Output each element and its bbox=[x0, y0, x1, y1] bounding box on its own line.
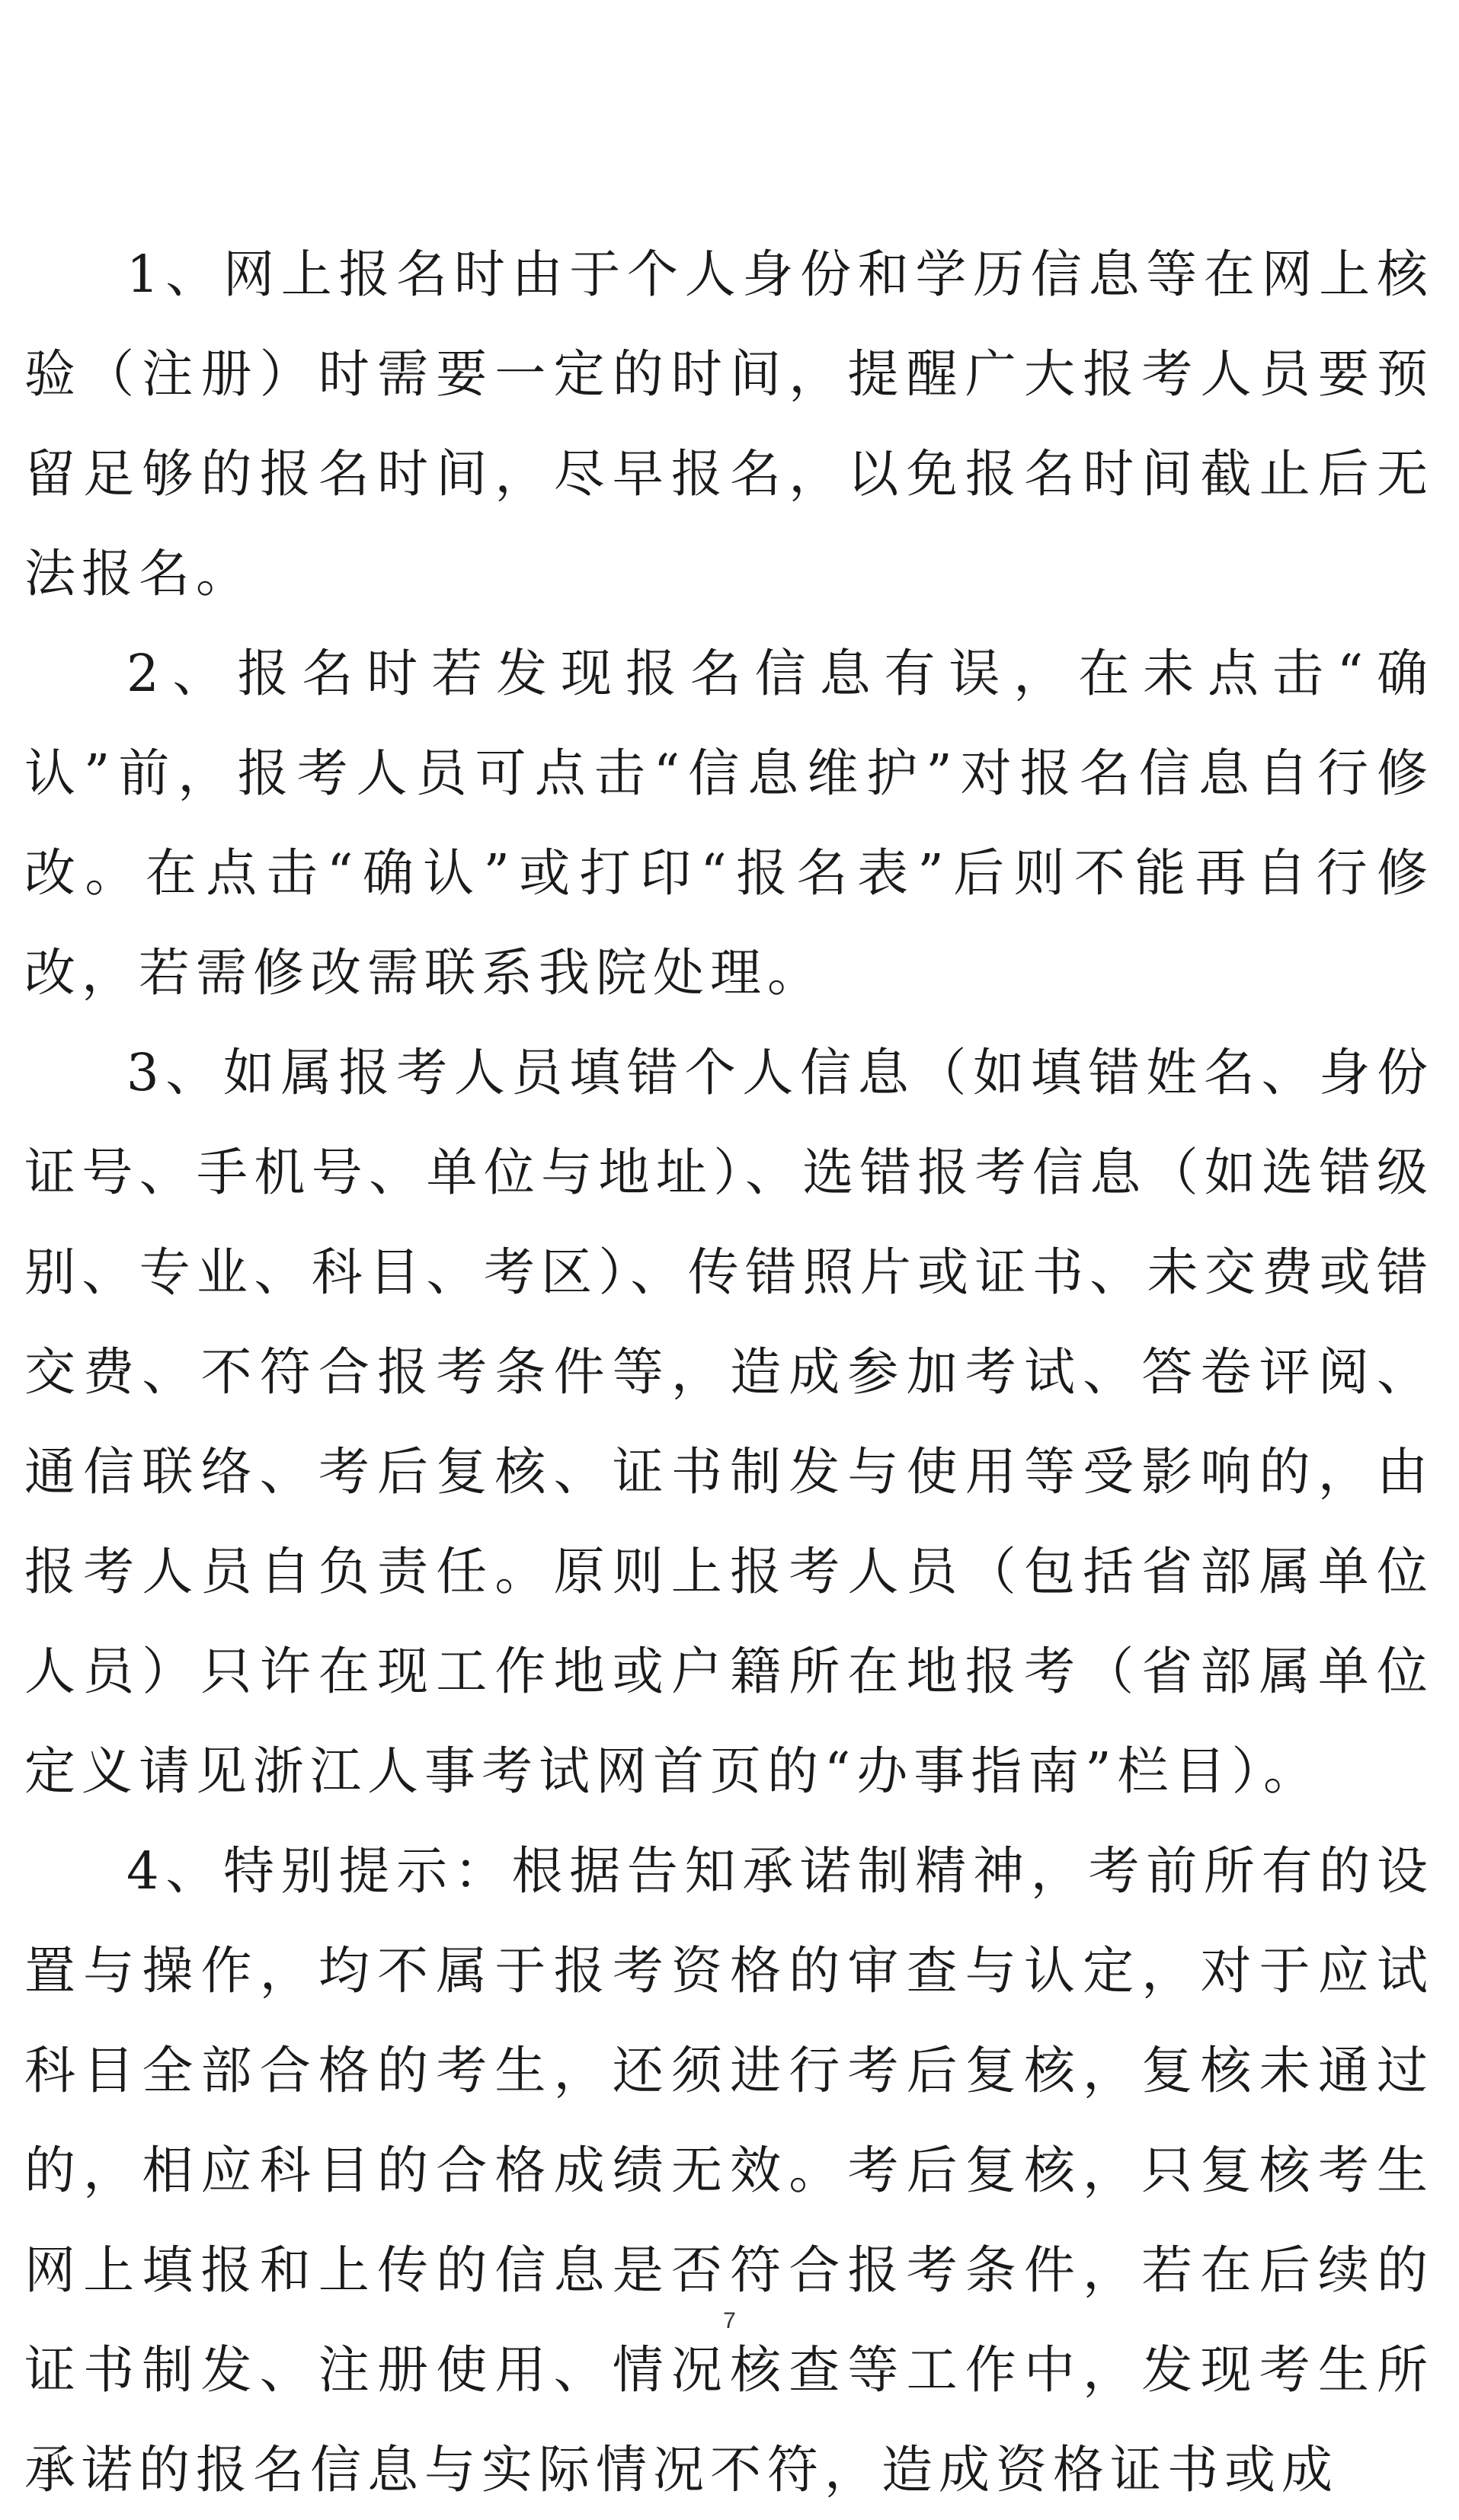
paragraph-4: 4、特别提示：根据告知承诺制精神，考前所有的设置与操作，均不属于报考资格的审查与认定，对于应试科目全部合格的考生，还须进行考后复核，复核未通过的，相应科目的合格成绩无效。考后复核，只复核考生网上填报和上传的信息是否符合报考条件，若在后续的证书制发、注册使用、情况核查等工作中，发现考生所承诺的报名信息与实际情况不符，造成资格证书或成 bbox=[24, 1841, 1434, 2499]
paragraph-2: 2、报名时若发现报名信息有误，在未点击“确认”前，报考人员可点击“信息维护”对报名信息自行修改。在点击“确认”或打印“报名表”后则不能再自行修改，若需修改需联系我院处理。 bbox=[24, 644, 1434, 1003]
paragraph-1: 1、网上报名时由于个人身份和学历信息等在网上核验（注册）时需要一定的时间，提醒广大报考人员要预留足够的报名时间，尽早报名，以免报名时间截止后无法报名。 bbox=[24, 245, 1434, 603]
page-number: 7 bbox=[723, 2308, 736, 2333]
document-body bbox=[24, 225, 1434, 2520]
paragraph-3: 3、如属报考人员填错个人信息（如填错姓名、身份证号、手机号、单位与地址）、选错报考信息（如选错级别、专业、科目、考区）、传错照片或证书、未交费或错交费、不符合报考条件等，造成参加考试、答卷评阅、通信联络、考后复核、证书制发与使用等受影响的，由报考人员自负责任。原则上报考人员（包括省部属单位人员）只许在现工作地或户籍所在地报考（省部属单位定义请见浙江人事考试网首页的“办事指南”栏目）。 bbox=[24, 1043, 1434, 1801]
